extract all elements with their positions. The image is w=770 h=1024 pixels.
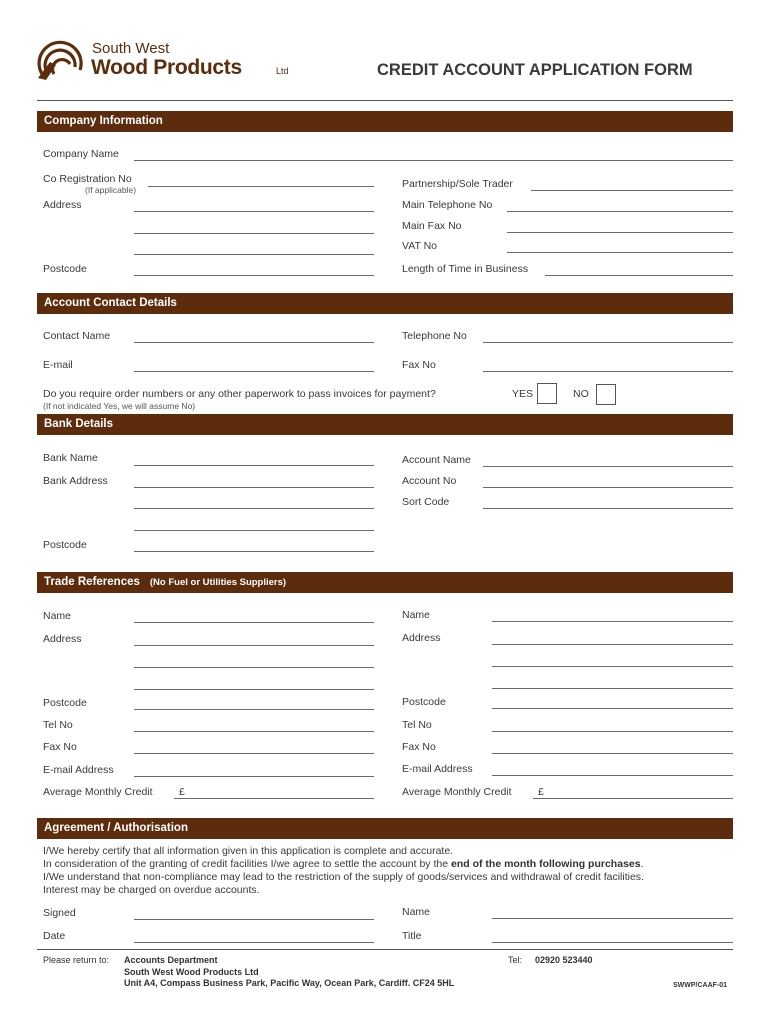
ref1-address-field-2[interactable] — [134, 667, 374, 668]
section-company-info: Company Information — [37, 111, 733, 132]
ref1-postcode-field[interactable] — [134, 709, 374, 710]
form-reference: SWWP/CAAF-01 — [673, 982, 728, 989]
address-field-2[interactable] — [134, 233, 374, 234]
bank-name-label: Bank Name — [43, 452, 98, 464]
main-fax-field[interactable] — [507, 232, 733, 233]
ref2-tel-field[interactable] — [492, 731, 733, 732]
section-account-contact: Account Contact Details — [37, 293, 733, 314]
ref1-fax-label: Fax No — [43, 741, 77, 753]
no-checkbox[interactable] — [596, 384, 616, 405]
bank-postcode-field[interactable] — [134, 551, 374, 552]
signed-label: Signed — [43, 907, 76, 919]
main-fax-label: Main Fax No — [402, 220, 462, 232]
agreement-line-2: In consideration of the granting of credit facilities I/we agree to settle the account by the end of the month following purchases. — [43, 858, 644, 870]
wood-rings-icon — [36, 34, 88, 82]
company-name-label: Company Name — [43, 148, 119, 160]
agreement-payment-terms: end of the month following purchases — [451, 858, 641, 870]
account-name-label: Account Name — [402, 454, 471, 466]
ref1-name-field[interactable] — [134, 622, 374, 623]
signed-field[interactable] — [134, 919, 374, 920]
bank-address-field-2[interactable] — [134, 508, 374, 509]
sort-code-field[interactable] — [483, 508, 733, 509]
company-name-field[interactable] — [134, 160, 733, 161]
logo-line1: South West — [92, 40, 170, 57]
return-to-label: Please return to: — [43, 955, 110, 965]
ref1-avg-credit-label: Average Monthly Credit — [43, 786, 153, 798]
logo-ltd: Ltd — [276, 66, 289, 76]
postcode-label: Postcode — [43, 263, 87, 275]
section-agreement: Agreement / Authorisation — [37, 818, 733, 839]
sign-title-label: Title — [402, 930, 422, 942]
email-field[interactable] — [134, 371, 374, 372]
ref2-address-label: Address — [402, 632, 441, 644]
ref2-name-field[interactable] — [492, 621, 733, 622]
agreement-text — [43, 845, 644, 897]
paperwork-note: (If not indicated Yes, we will assume No) — [43, 401, 196, 411]
ref2-tel-label: Tel No — [402, 719, 432, 731]
ref2-postcode-label: Postcode — [402, 696, 446, 708]
ref2-address-field-3[interactable] — [492, 688, 733, 689]
bank-postcode-label: Postcode — [43, 539, 87, 551]
date-field[interactable] — [134, 942, 374, 943]
section-trade-references — [37, 572, 733, 593]
ref2-address-field-1[interactable] — [492, 644, 733, 645]
ref2-postcode-field[interactable] — [492, 708, 733, 709]
co-reg-label: Co Registration No — [43, 173, 132, 185]
yes-label: YES — [512, 388, 534, 400]
ref1-email-label: E-mail Address — [43, 764, 114, 776]
fax-field[interactable] — [483, 371, 733, 372]
length-time-label: Length of Time in Business — [402, 263, 529, 275]
ref2-pound-sign: £ — [538, 786, 544, 798]
vat-label: VAT No — [402, 240, 438, 252]
vat-field[interactable] — [507, 252, 733, 253]
ref1-address-label: Address — [43, 633, 82, 645]
ref2-avg-credit-field[interactable] — [533, 798, 733, 799]
header-rule — [37, 100, 733, 101]
ref1-pound-sign: £ — [179, 786, 185, 798]
return-address: Unit A4, Compass Business Park, Pacific Way, Ocean Park, Cardiff. CF24 5HL — [124, 978, 455, 988]
ref2-fax-field[interactable] — [492, 753, 733, 754]
address-label: Address — [43, 199, 82, 211]
ref1-avg-credit-field[interactable] — [174, 798, 374, 799]
form-title: CREDIT ACCOUNT APPLICATION FORM — [377, 61, 693, 79]
bank-address-field-3[interactable] — [134, 530, 374, 531]
partnership-label: Partnership/Sole Trader — [402, 178, 513, 190]
date-label: Date — [43, 930, 66, 942]
address-field-1[interactable] — [134, 211, 374, 212]
telephone-field[interactable] — [483, 342, 733, 343]
bank-address-field-1[interactable] — [134, 487, 374, 488]
sign-name-field[interactable] — [492, 918, 733, 919]
main-tel-field[interactable] — [507, 211, 733, 212]
footer-rule — [37, 949, 733, 950]
trade-references-title: Trade References — [44, 576, 140, 588]
return-company: South West Wood Products Ltd — [124, 967, 259, 977]
trade-references-subtitle: (No Fuel or Utilities Suppliers) — [149, 577, 287, 588]
tel-label: Tel: — [508, 955, 523, 965]
sort-code-label: Sort Code — [402, 496, 450, 508]
partnership-field[interactable] — [531, 190, 733, 191]
return-dept: Accounts Department — [124, 955, 218, 965]
address-field-3[interactable] — [134, 254, 374, 255]
ref1-name-label: Name — [43, 610, 72, 622]
contact-name-field[interactable] — [134, 342, 374, 343]
bank-address-label: Bank Address — [43, 475, 108, 487]
ref1-fax-field[interactable] — [134, 753, 374, 754]
length-time-field[interactable] — [545, 275, 733, 276]
if-applicable-note: (If applicable) — [85, 185, 137, 195]
main-tel-label: Main Telephone No — [402, 199, 493, 211]
email-label: E-mail — [43, 359, 73, 371]
yes-checkbox[interactable] — [537, 383, 557, 404]
ref1-address-field-1[interactable] — [134, 645, 374, 646]
contact-name-label: Contact Name — [43, 330, 111, 342]
co-reg-field[interactable] — [148, 186, 374, 187]
agreement-line-3: I/We understand that non-compliance may lead to the restriction of the supply of goods/services and withdrawal of credit facilities. — [43, 871, 644, 883]
ref1-tel-field[interactable] — [134, 731, 374, 732]
sign-name-label: Name — [402, 906, 431, 918]
logo-line2: Wood Products — [91, 56, 242, 79]
ref1-address-field-3[interactable] — [134, 689, 374, 690]
bank-name-field[interactable] — [134, 465, 374, 466]
ref2-email-field[interactable] — [492, 775, 733, 776]
account-no-label: Account No — [402, 475, 457, 487]
ref1-postcode-label: Postcode — [43, 697, 87, 709]
sign-title-field[interactable] — [492, 942, 733, 943]
tel-number: 02920 523440 — [535, 955, 593, 965]
postcode-field[interactable] — [134, 275, 374, 276]
agreement-line-4: Interest may be charged on overdue accounts. — [43, 884, 260, 896]
ref2-name-label: Name — [402, 609, 431, 621]
paperwork-question: Do you require order numbers or any other paperwork to pass invoices for payment? — [43, 388, 436, 400]
ref1-tel-label: Tel No — [43, 719, 73, 731]
telephone-label: Telephone No — [402, 330, 467, 342]
account-name-field[interactable] — [483, 466, 733, 467]
ref2-avg-credit-label: Average Monthly Credit — [402, 786, 512, 798]
ref2-email-label: E-mail Address — [402, 763, 473, 775]
logo — [36, 34, 296, 84]
ref2-fax-label: Fax No — [402, 741, 436, 753]
ref2-address-field-2[interactable] — [492, 666, 733, 667]
fax-label: Fax No — [402, 359, 436, 371]
account-no-field[interactable] — [483, 487, 733, 488]
agreement-line-1: I/We hereby certify that all information given in this application is complete and accurate. — [43, 845, 454, 857]
ref1-email-field[interactable] — [134, 776, 374, 777]
no-label: NO — [573, 388, 589, 400]
section-bank-details: Bank Details — [37, 414, 733, 435]
